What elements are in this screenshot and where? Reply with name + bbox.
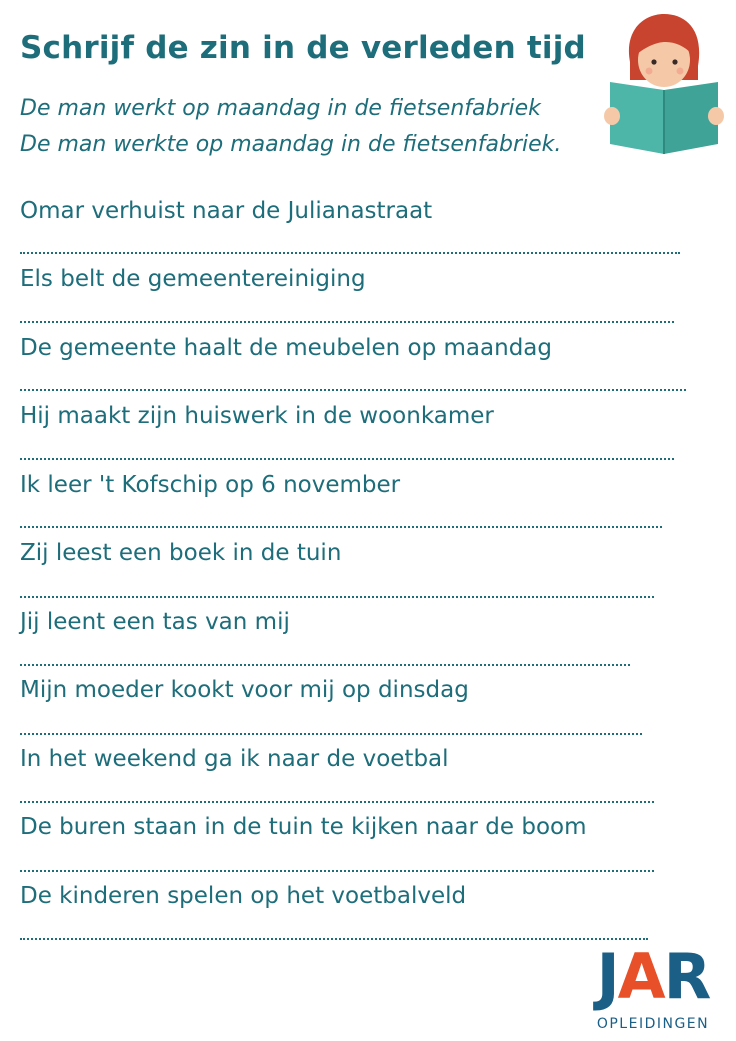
logo-letter-a: A xyxy=(617,940,664,1013)
exercise-sentence-4: Hij maakt zijn huiswerk in de woonkamer xyxy=(20,403,494,429)
example-present: De man werkt op maandag in de fietsenfabriek xyxy=(20,96,541,121)
girl-reading-book-icon xyxy=(600,10,726,158)
exercise-sentence-6: Zij leest een boek in de tuin xyxy=(20,540,342,566)
logo-subtitle: OPLEIDINGEN xyxy=(596,1016,710,1032)
answer-line-9[interactable] xyxy=(20,801,654,803)
answer-line-6[interactable] xyxy=(20,596,654,598)
answer-line-1[interactable] xyxy=(20,252,680,254)
answer-line-3[interactable] xyxy=(20,389,686,391)
logo-wordmark xyxy=(578,940,728,1013)
exercise-sentence-10: De buren staan in de tuin te kijken naar de boom xyxy=(20,814,587,840)
answer-line-11[interactable] xyxy=(20,938,648,940)
exercise-sentence-3: De gemeente haalt de meubelen op maandag xyxy=(20,335,552,361)
exercise-sentence-9: In het weekend ga ik naar de voetbal xyxy=(20,746,449,772)
logo-letter-j: J xyxy=(596,940,618,1013)
answer-line-5[interactable] xyxy=(20,526,662,528)
jar-logo xyxy=(578,940,728,1036)
answer-line-2[interactable] xyxy=(20,321,674,323)
answer-line-8[interactable] xyxy=(20,733,642,735)
exercise-sentence-8: Mijn moeder kookt voor mij op dinsdag xyxy=(20,677,469,703)
page-title: Schrijf de zin in de verleden tijd xyxy=(20,30,586,66)
exercise-sentence-2: Els belt de gemeentereiniging xyxy=(20,266,366,292)
logo-letter-r: R xyxy=(663,940,710,1013)
exercise-sentence-5: Ik leer 't Kofschip op 6 november xyxy=(20,472,401,498)
answer-line-10[interactable] xyxy=(20,870,654,872)
example-past: De man werkte op maandag in de fietsenfabriek. xyxy=(20,132,562,157)
exercise-sentence-1: Omar verhuist naar de Julianastraat xyxy=(20,198,433,224)
exercise-sentence-7: Jij leent een tas van mij xyxy=(20,609,290,635)
answer-line-4[interactable] xyxy=(20,458,674,460)
exercise-sentence-11: De kinderen spelen op het voetbalveld xyxy=(20,883,467,909)
answer-line-7[interactable] xyxy=(20,664,630,666)
